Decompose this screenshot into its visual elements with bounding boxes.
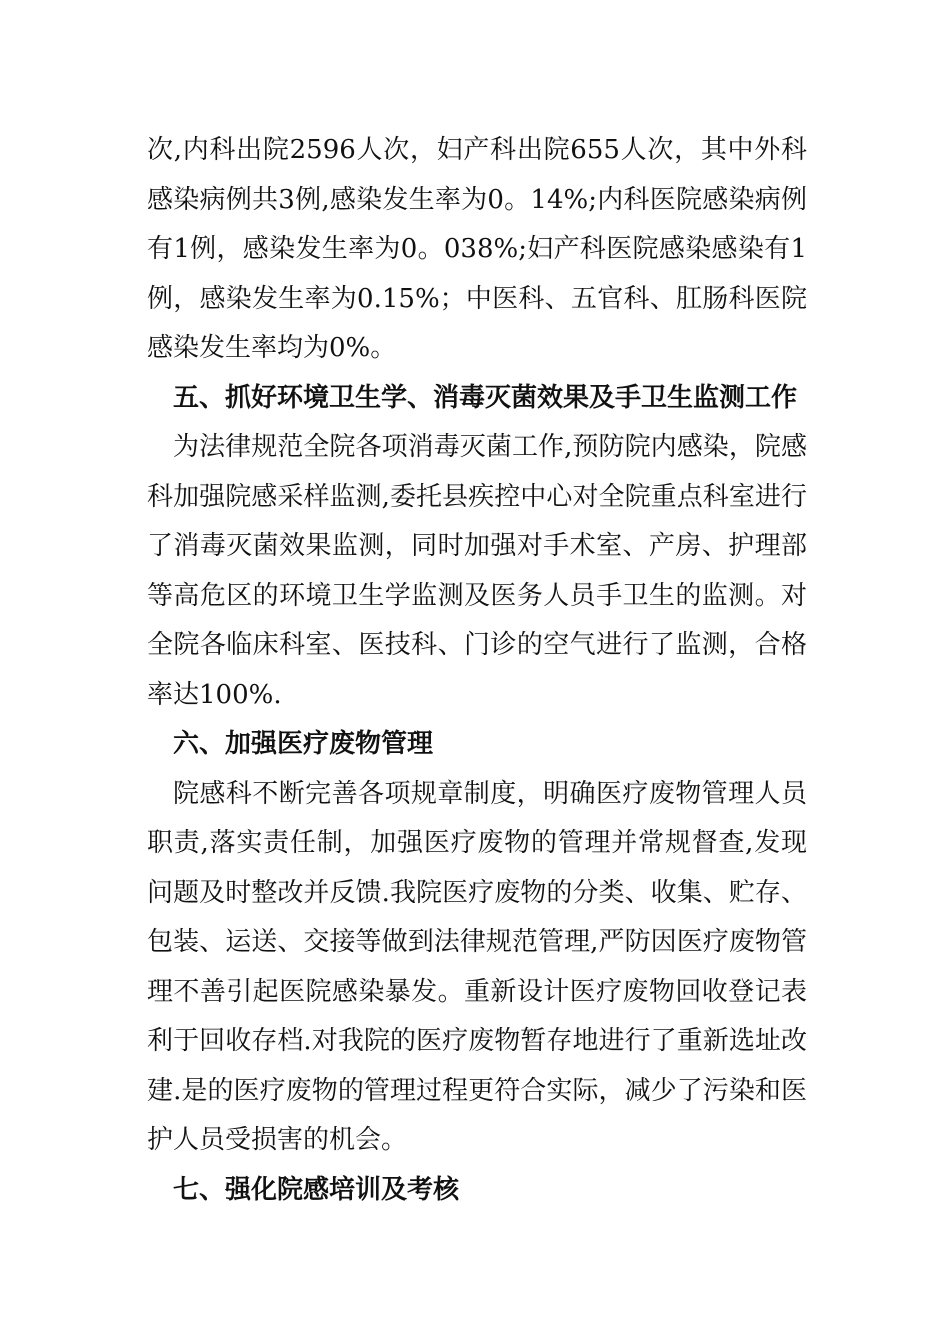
section-heading-six: 六、加强医疗废物管理 [173,729,434,759]
section-heading-seven: 七、强化院感培训及考核 [173,1174,460,1205]
document-body [147,126,807,1215]
paragraph-disinfection-monitoring: 为法律规范全院各项消毒灭菌工作,预防院内感染，院感科加强院感采样监测,委托县疾控中心对全院重点科室进行了消毒灭菌效果监测，同时加强对手术室、产房、护理部等高危区的环境卫生学监测及医务人员手卫生的监测。对全院各临床科室、医技科、门诊的空气进行了监测，合格率达100%. [147,432,807,710]
section-heading-five: 五、抓好环境卫生学、消毒灭菌效果及手卫生监测工作 [173,382,798,413]
paragraph-medical-waste: 院感科不断完善各项规章制度，明确医疗废物管理人员职责,落实责任制，加强医疗废物的管理并常规督查,发现问题及时整改并反馈.我院医疗废物的分类、收集、贮存、包装、运送、交接等做到法律规范管理,严防因医疗废物管理不善引起医院感染暴发。重新设计医疗废物回收登记表利于回收存档.对我院的医疗废物暂存地进行了重新选址改建.是的医疗废物的管理过程更符合实际，减少了污染和医护人员受损害的机会。 [147,778,807,1155]
paragraph-infection-rates: 次,内科出院2596人次，妇产科出院655人次，其中外科感染病例共3例,感染发生率为0。14%;内科医院感染病例有1例，感染发生率为0。038%;妇产科医院感染感染有1例，感染发生率为0.15%；中医科、五官科、肛肠科医院感染发生率均为0%。 [147,135,807,363]
